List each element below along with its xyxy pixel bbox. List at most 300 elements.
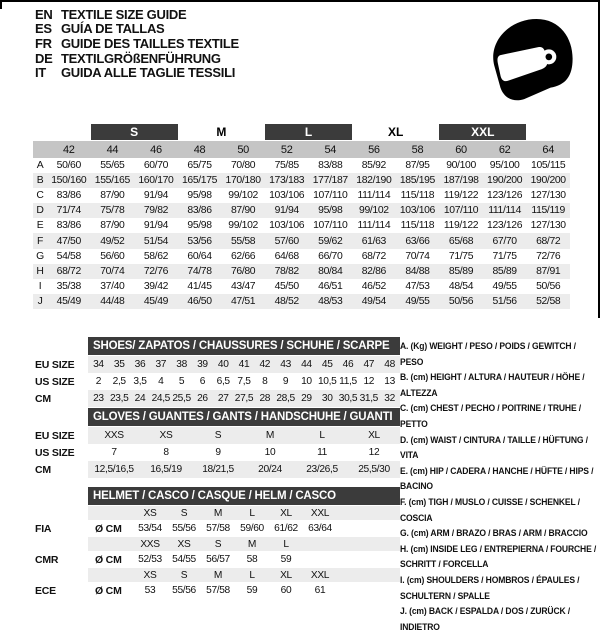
helmet-size-value: 55/56 <box>172 585 196 596</box>
size-value: 16,5/19 <box>150 464 182 475</box>
gloves-header <box>33 408 400 426</box>
helmet-values-band <box>88 551 400 568</box>
helmet-size-value: 54/55 <box>172 554 196 565</box>
filler-cell <box>337 568 400 582</box>
size-value: M <box>265 430 275 441</box>
helmet-size-label <box>303 537 337 551</box>
measure-value: 70/80 <box>230 160 256 172</box>
measure-value: 91/94 <box>274 205 299 217</box>
measure-row-j <box>33 294 570 309</box>
measure-value: 190/200 <box>530 175 566 187</box>
measure-value: 80/84 <box>318 265 343 277</box>
measure-value: 87/90 <box>230 205 256 217</box>
helmet-values-row-ece <box>33 582 400 599</box>
helmet-values-row-fia <box>33 520 400 537</box>
measure-value: 49/52 <box>100 235 125 247</box>
size-value: 27 <box>217 393 229 404</box>
helmet-size-label: L <box>249 569 255 581</box>
size-value: 46 <box>342 359 354 370</box>
measure-value: 48/52 <box>274 295 299 307</box>
size-value: 31,5 <box>359 393 378 404</box>
size-value: 23/26,5 <box>306 464 338 475</box>
size-value: 44 <box>301 359 312 370</box>
shoes-header <box>33 337 400 355</box>
measure-value: 55/58 <box>230 235 256 247</box>
gloves-title: GLOVES / GUANTES / GANTS / HANDSCHUHE / GUANTI <box>88 408 400 426</box>
gloves-cells <box>88 427 400 444</box>
helmet-size-label: S <box>214 538 222 550</box>
helmet-size-value: 61 <box>314 585 326 596</box>
gloves-row-cm <box>33 461 400 478</box>
measure-value: 70/74 <box>100 265 125 277</box>
page-left-border <box>0 0 2 9</box>
size-number: 56 <box>368 143 380 156</box>
size-value: 34 <box>93 359 104 370</box>
gloves-row-us-size <box>33 444 400 461</box>
measure-value: 47/53 <box>405 280 430 292</box>
language-row <box>35 51 239 66</box>
helmet-section <box>33 487 400 599</box>
measure-value: 107/110 <box>443 205 479 217</box>
helmet-size-value: 52/53 <box>138 554 162 565</box>
language-label: TEXTILGRÖßENFÜHRUNG <box>61 50 221 66</box>
textile-size-table <box>33 124 570 309</box>
unit-cell <box>88 537 133 551</box>
size-number: 58 <box>411 143 424 156</box>
gloves-cells <box>88 461 400 478</box>
size-number: 60 <box>455 143 467 156</box>
measure-value: 119/122 <box>443 220 479 232</box>
measure-value: 52/58 <box>536 295 561 307</box>
measure-value: 111/114 <box>488 205 522 217</box>
shoes-cells <box>88 356 400 373</box>
measure-value: 123/126 <box>487 220 523 232</box>
measure-value: 60/70 <box>143 160 169 172</box>
diameter-unit-label: Ø CM <box>95 522 122 535</box>
measure-value: 63/66 <box>405 235 430 247</box>
measure-value: 155/165 <box>94 175 130 187</box>
size-value: XL <box>368 430 380 441</box>
size-value: 6 <box>199 376 206 387</box>
measure-value: 71/75 <box>448 250 474 262</box>
measure-row-d <box>33 203 570 218</box>
legend-item: F. (cm) TIGH / MUSLO / CUISSE / SCHENKEL / COSCIA <box>400 496 580 524</box>
helmet-size-value: 53/54 <box>138 523 162 534</box>
measure-value: 103/106 <box>399 205 435 217</box>
size-value: 9 <box>282 376 289 387</box>
helmet-size-label: M <box>247 538 257 550</box>
size-value: 43 <box>280 359 291 370</box>
size-number: 54 <box>324 143 337 156</box>
size-value: 5 <box>178 376 185 387</box>
measure-row-f <box>33 233 570 248</box>
size-value: 8 <box>262 376 268 387</box>
measure-value: 49/54 <box>361 295 386 307</box>
measure-value: 66/70 <box>318 250 343 262</box>
measure-value: 91/94 <box>143 190 169 202</box>
measure-value: 190/200 <box>487 175 523 187</box>
size-value: 47 <box>363 359 375 370</box>
size-value: 26 <box>197 393 208 404</box>
size-value: 27,5 <box>234 393 254 404</box>
measure-value: 50/60 <box>56 160 81 172</box>
size-value: 12,5/16,5 <box>94 464 134 475</box>
measure-value: 119/122 <box>443 190 479 202</box>
measure-value: 107/110 <box>313 190 348 202</box>
helmet-size-label: L <box>249 507 255 519</box>
measure-value: 68/72 <box>536 235 561 247</box>
size-value: L <box>319 430 325 441</box>
size-number: 42 <box>63 143 75 156</box>
measure-value: 72/76 <box>143 265 169 277</box>
shoes-section <box>33 337 400 407</box>
unit-cell <box>88 568 133 582</box>
helmet-size-value: 61/62 <box>274 523 298 534</box>
measure-value: 85/92 <box>361 160 386 172</box>
measure-value: 95/98 <box>187 190 212 202</box>
measure-value: 87/90 <box>100 190 125 202</box>
size-value: 12 <box>363 376 375 387</box>
measure-value: 127/130 <box>530 220 566 232</box>
helmet-size-value: 57/58 <box>206 523 230 534</box>
measure-value: 48/53 <box>318 295 343 307</box>
size-value: 28 <box>259 393 271 404</box>
measure-value: 37/40 <box>100 280 125 292</box>
helmet-sizes-row-cmr <box>33 537 400 551</box>
measure-value: 47/51 <box>230 295 256 307</box>
measure-value: 35/38 <box>56 280 81 292</box>
size-value: 11 <box>317 447 327 458</box>
measure-value: 173/183 <box>269 175 305 187</box>
helmet-size-value: 60 <box>280 585 292 596</box>
size-number-row <box>33 141 570 158</box>
size-group-xl: XL <box>387 125 404 139</box>
shoes-row-eu-size <box>33 356 400 373</box>
measure-value: 68/72 <box>361 250 386 262</box>
helmet-values-band <box>88 520 400 537</box>
measure-value: 95/98 <box>318 205 343 217</box>
row-label: D <box>36 205 44 217</box>
measure-value: 83/86 <box>56 220 81 232</box>
size-value: 30 <box>321 393 333 404</box>
size-value: 48 <box>384 359 395 370</box>
measure-value: 47/50 <box>56 235 81 247</box>
measure-row-c <box>33 188 570 203</box>
size-value: 12 <box>368 447 380 458</box>
measure-row-i <box>33 279 570 294</box>
size-value: 4 <box>158 376 164 387</box>
measure-value: 72/76 <box>536 250 561 262</box>
helmet-size-value: 59 <box>246 585 258 596</box>
size-value: 25,5/30 <box>358 464 390 475</box>
gloves-row-eu-size <box>33 427 400 444</box>
size-value: 30,5 <box>338 393 358 404</box>
legend-item: E. (cm) HIP / CADERA / HANCHE / HÜFTE / HIPS / BACINO <box>400 465 594 493</box>
helmet-size-value: 55/56 <box>172 523 196 534</box>
measure-value: 111/114 <box>357 190 391 202</box>
measure-value: 44/48 <box>100 295 125 307</box>
measurement-legend <box>400 339 598 635</box>
measure-value: 79/82 <box>143 205 169 217</box>
standard-label: CMR <box>35 553 59 566</box>
row-label: CM <box>35 463 51 476</box>
measure-value: 84/88 <box>405 265 430 277</box>
row-label: B <box>36 175 44 187</box>
row-label: EU SIZE <box>35 358 75 371</box>
helmet-size-label: S <box>180 569 188 581</box>
measure-value: 185/195 <box>399 175 435 187</box>
size-group-row <box>33 124 570 140</box>
measure-row-g <box>33 249 570 264</box>
size-value: 2 <box>95 376 102 387</box>
row-label: I <box>38 280 42 292</box>
row-label: US SIZE <box>35 375 75 388</box>
measure-value: 95/100 <box>489 160 520 172</box>
size-value: 28,5 <box>276 393 295 404</box>
language-label: TEXTILE SIZE GUIDE <box>61 6 187 22</box>
measure-value: 85/89 <box>448 265 474 277</box>
measure-value: 59/62 <box>318 235 343 247</box>
measure-value: 170/180 <box>225 175 261 187</box>
size-value: 8 <box>163 447 169 458</box>
measure-value: 95/98 <box>187 220 212 232</box>
measure-value: 76/80 <box>230 265 256 277</box>
measure-value: 61/63 <box>361 235 386 247</box>
row-label: US SIZE <box>35 446 75 459</box>
measure-value: 107/110 <box>313 220 348 232</box>
legend-item: C. (cm) CHEST / PECHO / POITRINE / TRUHE / PETTO <box>400 403 582 430</box>
standard-label: ECE <box>35 584 56 597</box>
measure-value: 64/68 <box>274 250 299 262</box>
size-group-l: L <box>265 124 352 140</box>
measure-value: 70/74 <box>405 250 430 262</box>
measure-value: 127/130 <box>530 190 566 202</box>
measure-value: 46/50 <box>187 295 212 307</box>
measure-value: 105/115 <box>531 160 566 172</box>
measure-value: 65/68 <box>448 235 474 247</box>
size-value: 2,5 <box>112 376 126 387</box>
measure-value: 83/86 <box>56 190 81 202</box>
measure-value: 99/102 <box>359 205 389 217</box>
helmet-title: HELMET / CASCO / CASQUE / HELM / CASCO <box>88 487 400 505</box>
helmet-row-spacer <box>33 506 88 520</box>
measure-value: 46/51 <box>318 280 343 292</box>
row-label: CM <box>35 392 51 405</box>
language-label: GUÍA DE TALLAS <box>61 21 165 37</box>
filler-cell <box>337 520 400 537</box>
size-value: 40 <box>217 359 229 370</box>
language-code: FR <box>35 35 52 51</box>
measure-value: 87/95 <box>405 160 430 172</box>
gloves-header-spacer <box>33 408 88 426</box>
language-row <box>35 65 239 80</box>
language-label: GUIDE DES TAILLES TEXTILE <box>61 35 239 51</box>
measure-value: 62/66 <box>230 250 256 262</box>
row-label: J <box>37 295 43 307</box>
helmet-size-label: XL <box>280 507 292 519</box>
helmet-size-value <box>303 551 337 568</box>
legend-item: J. (cm) BACK / ESPALDA / DOS / ZURÜCK / INDIETRO <box>400 606 571 633</box>
language-code: IT <box>35 65 46 81</box>
size-value: 35 <box>113 359 125 370</box>
legend-item: B. (cm) HEIGHT / ALTURA / HAUTEUR / HÖHE / ALTEZZA <box>400 372 585 399</box>
row-label: C <box>36 190 44 202</box>
helmet-size-value: 57/58 <box>206 585 230 596</box>
row-label: EU SIZE <box>35 429 75 442</box>
row-label: A <box>36 160 44 172</box>
helmet-size-value: 53 <box>144 585 156 596</box>
helmet-size-label: S <box>180 507 188 519</box>
measure-value: 58/62 <box>143 250 169 262</box>
gloves-cells <box>88 444 400 461</box>
measure-value: 46/52 <box>361 280 386 292</box>
size-value: 23 <box>93 393 104 404</box>
helmet-size-label: XS <box>143 569 157 581</box>
language-row <box>35 22 239 37</box>
measure-value: 50/56 <box>448 295 474 307</box>
helmet-row-spacer <box>33 568 88 582</box>
helmet-size-label: L <box>283 538 289 550</box>
measure-value: 160/170 <box>138 175 174 187</box>
legend-item: A. (Kg) WEIGHT / PESO / POIDS / GEWITCH / PESO <box>400 341 576 368</box>
measure-value: 71/74 <box>56 205 81 217</box>
size-value: 45 <box>321 359 333 370</box>
helmet-sizes-band <box>88 506 400 520</box>
size-value: 18/21,5 <box>202 464 234 475</box>
helmet-size-value: 59 <box>280 554 292 565</box>
helmet-sizes-band <box>88 568 400 582</box>
shoes-cells <box>88 390 400 407</box>
language-code: DE <box>35 50 53 66</box>
measure-value: 56/60 <box>100 250 125 262</box>
size-value: 42 <box>259 359 271 370</box>
size-group-m: M <box>216 125 227 139</box>
helmet-size-value: 63/64 <box>308 523 332 534</box>
size-number: 62 <box>498 143 511 156</box>
measure-value: 53/56 <box>187 235 212 247</box>
size-value: 25,5 <box>172 393 191 404</box>
measure-value: 87/90 <box>100 220 125 232</box>
helmet-row-spacer <box>33 537 88 551</box>
size-number: 50 <box>237 143 249 156</box>
size-value: 41 <box>238 359 250 370</box>
shoes-row-us-size <box>33 373 400 390</box>
measure-value: 83/88 <box>318 160 343 172</box>
measure-value: 187/198 <box>443 175 479 187</box>
legend-item: D. (cm) WAIST / CINTURA / TAILLE / HÜFTUNG / VITA <box>400 434 588 462</box>
measure-value: 39/42 <box>143 280 169 292</box>
shoes-title: SHOES/ ZAPATOS / CHAUSSURES / SCHUHE / SCARPE <box>88 337 400 355</box>
measure-value: 43/47 <box>230 280 256 292</box>
racing-helmet-icon <box>489 12 577 107</box>
measure-row-e <box>33 218 570 233</box>
helmet-size-label: M <box>213 507 223 519</box>
measure-value: 51/54 <box>143 235 169 247</box>
measure-value: 85/89 <box>492 265 517 277</box>
measure-value: 150/160 <box>51 175 87 187</box>
corner-cell <box>33 141 47 158</box>
row-label: H <box>36 265 44 277</box>
measure-value: 115/118 <box>400 220 435 232</box>
row-label: E <box>36 220 44 232</box>
size-number: 46 <box>150 143 162 156</box>
measure-value: 65/75 <box>187 160 212 172</box>
gloves-section <box>33 408 400 478</box>
measure-value: 45/49 <box>143 295 169 307</box>
helmet-table <box>33 506 400 599</box>
diameter-unit-label: Ø CM <box>95 584 122 597</box>
unit-cell <box>88 506 133 520</box>
size-value: 24,5 <box>151 393 170 404</box>
standard-label: FIA <box>35 522 52 535</box>
filler-cell <box>337 551 400 568</box>
measure-value: 90/100 <box>446 160 476 172</box>
language-row <box>35 7 239 22</box>
language-code: ES <box>35 21 52 37</box>
size-value: 23,5 <box>109 393 129 404</box>
size-value: 13 <box>384 376 395 387</box>
measure-value: 51/56 <box>492 295 517 307</box>
helmet-size-label: M <box>213 569 223 581</box>
size-value: S <box>214 430 222 441</box>
measure-value: 75/85 <box>274 160 299 172</box>
size-number: 64 <box>542 143 554 156</box>
measure-row-h <box>33 264 570 279</box>
legend-item: I. (cm) SHOULDERS / HOMBROS / ÉPAULES / SCHULTERN / SPALLE <box>400 574 580 602</box>
size-group-xxl: XXL <box>439 124 526 140</box>
size-number: 44 <box>106 143 119 156</box>
size-value: 39 <box>197 359 208 370</box>
row-label: F <box>37 235 43 247</box>
measure-value: 54/58 <box>56 250 81 262</box>
size-value: 10 <box>264 447 276 458</box>
size-value: 9 <box>215 447 221 458</box>
size-value: 29 <box>301 393 312 404</box>
measure-value: 182/190 <box>356 175 392 187</box>
helmet-values-band <box>88 582 400 599</box>
size-value: 24 <box>134 393 146 404</box>
measure-value: 103/106 <box>269 190 305 202</box>
legend-item: H. (cm) INSIDE LEG / ENTREPIERNA / FOURCHE / SCHRITT / FORCELLA <box>400 543 597 571</box>
measure-value: 82/86 <box>361 265 386 277</box>
measure-value: 60/64 <box>187 250 212 262</box>
shoes-table <box>33 356 400 407</box>
measure-value: 49/55 <box>405 295 430 307</box>
size-number: 52 <box>280 143 293 156</box>
size-value: 10,5 <box>317 376 337 387</box>
shoes-row-cm <box>33 390 400 407</box>
helmet-size-label: XL <box>280 569 292 581</box>
measure-value: 71/75 <box>492 250 517 262</box>
filler-cell <box>337 506 400 520</box>
gloves-table <box>33 427 400 478</box>
helmet-values-row-cmr <box>33 551 400 568</box>
measure-value: 177/187 <box>312 175 348 187</box>
measure-value: 165/175 <box>181 175 218 187</box>
diameter-unit-label: Ø CM <box>95 553 122 566</box>
size-value: 7,5 <box>237 376 251 387</box>
size-value: 20/24 <box>258 464 282 475</box>
measure-value: 50/56 <box>536 280 561 292</box>
helmet-size-value: 59/60 <box>240 523 264 534</box>
language-label: GUIDA ALLE TAGLIE TESSILI <box>61 65 236 81</box>
size-value: XS <box>159 430 173 441</box>
measure-value: 99/102 <box>228 220 258 232</box>
size-value: 37 <box>155 359 167 370</box>
helmet-sizes-band <box>88 537 400 551</box>
row-label: G <box>36 250 44 262</box>
measure-value: 68/72 <box>56 265 81 277</box>
